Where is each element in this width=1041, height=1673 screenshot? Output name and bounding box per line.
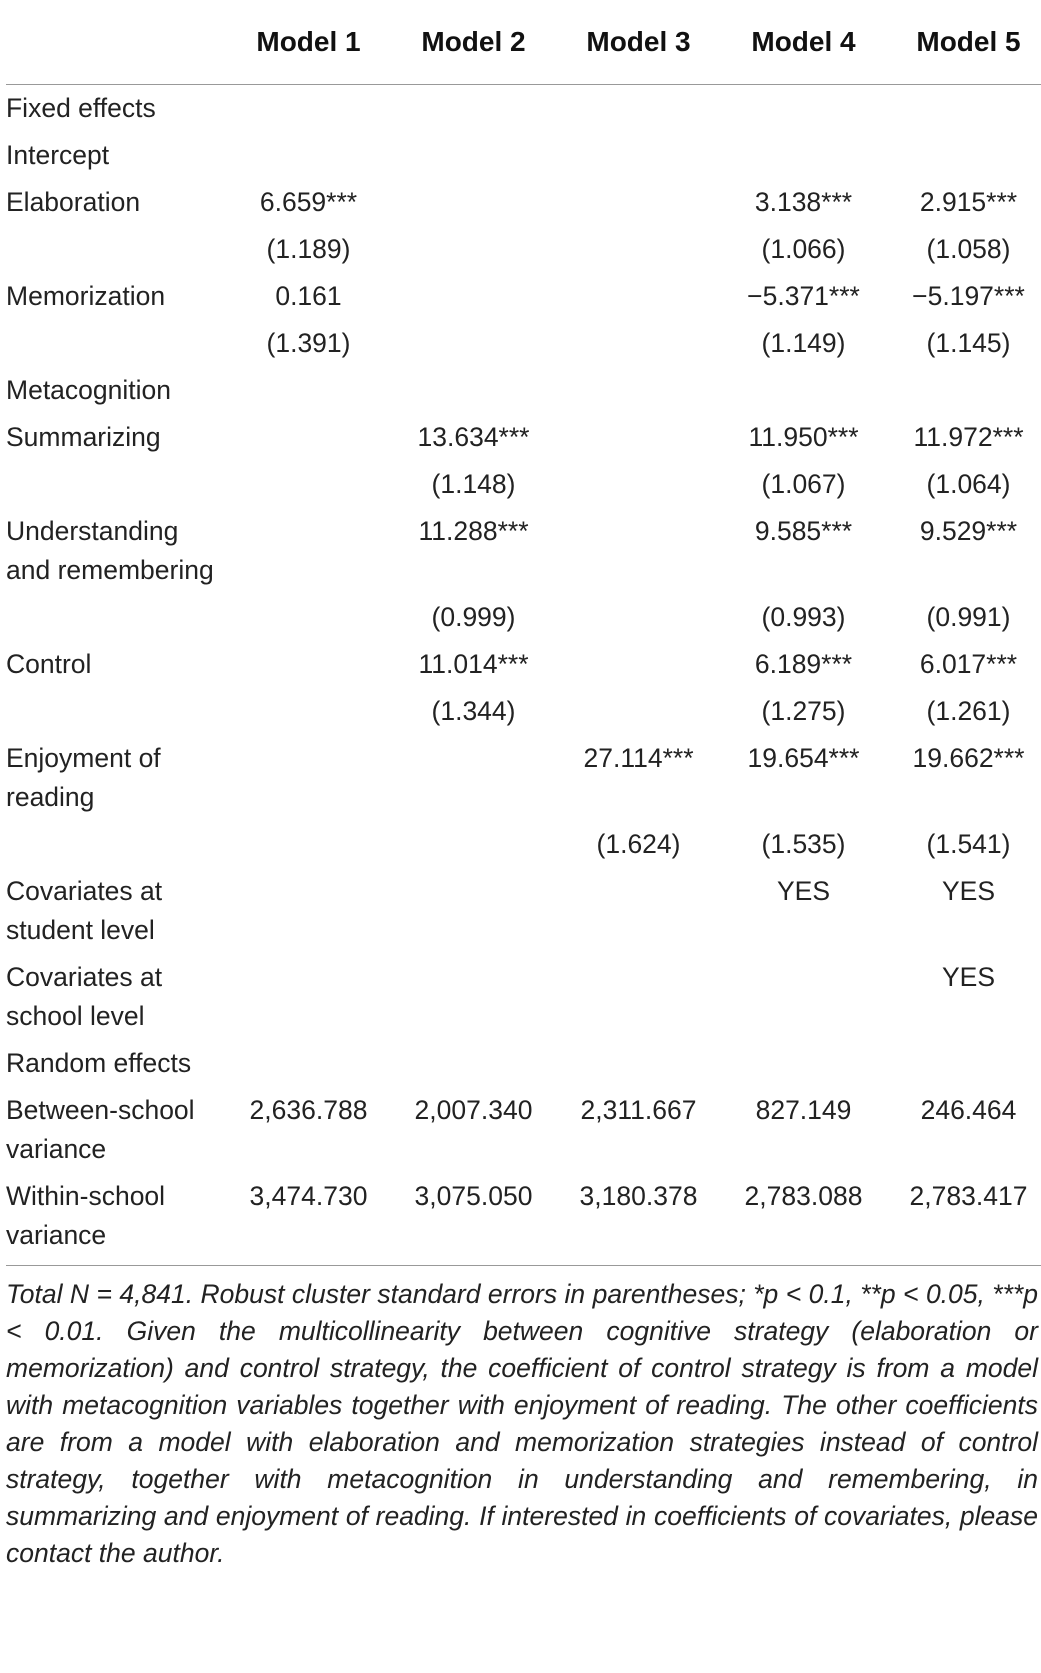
cell-model-5 [886, 132, 1041, 179]
column-header-model-2: Model 2 [421, 25, 526, 57]
cell-model-2 [391, 84, 556, 132]
column-header-model-4: Model 4 [751, 25, 856, 57]
cell-model-4: YES [776, 875, 831, 906]
cell-model-1: 3,474.730 [249, 1180, 368, 1211]
row-label [6, 461, 226, 508]
row-label: Fixed effects [6, 92, 156, 123]
cell-model-2 [391, 1040, 556, 1087]
cell-model-4: (1.535) [761, 828, 846, 859]
cell-model-4: (1.067) [761, 468, 846, 499]
table-row [6, 273, 1041, 320]
cell-model-3 [556, 84, 721, 132]
table-row [6, 367, 1041, 414]
cell-model-1: (1.391) [266, 327, 351, 358]
cell-model-5: (1.145) [926, 327, 1011, 358]
cell-model-3 [556, 688, 721, 735]
cell-model-3 [556, 1040, 721, 1087]
row-label [6, 320, 226, 367]
table-row [6, 1173, 1041, 1266]
cell-model-3 [556, 461, 721, 508]
cell-model-3 [556, 179, 721, 226]
cell-model-3 [556, 954, 721, 1040]
cell-model-1: 2,636.788 [249, 1094, 368, 1125]
cell-model-1 [226, 954, 391, 1040]
table-row [6, 821, 1041, 868]
row-label: Covariates at student level [6, 875, 163, 945]
table-body [6, 84, 1041, 1265]
row-label: Between-school variance [6, 1094, 195, 1164]
row-label: Summarizing [6, 421, 161, 452]
cell-model-4: (1.275) [761, 695, 846, 726]
cell-model-3 [556, 320, 721, 367]
table-row [6, 954, 1041, 1040]
cell-model-3 [556, 367, 721, 414]
cell-model-1 [226, 508, 391, 594]
cell-model-3 [556, 868, 721, 954]
row-label: Random effects [6, 1047, 192, 1078]
cell-model-3 [556, 226, 721, 273]
cell-model-2: 2,007.340 [414, 1094, 533, 1125]
cell-model-2: 13.634*** [417, 421, 530, 452]
cell-model-5: (1.541) [926, 828, 1011, 859]
cell-model-4: 2,783.088 [744, 1180, 863, 1211]
cell-model-3: 3,180.378 [579, 1180, 698, 1211]
cell-model-3 [556, 273, 721, 320]
table-row [6, 868, 1041, 954]
cell-model-4 [721, 84, 886, 132]
cell-model-2 [391, 226, 556, 273]
cell-model-1: 0.161 [275, 280, 342, 311]
cell-model-5: 2.915*** [919, 186, 1018, 217]
cell-model-2 [391, 868, 556, 954]
table-row [6, 735, 1041, 821]
cell-model-5 [886, 367, 1041, 414]
cell-model-2: 11.014*** [418, 648, 529, 679]
table-row [6, 179, 1041, 226]
row-label [6, 821, 226, 868]
cell-model-2 [391, 320, 556, 367]
row-label [6, 226, 226, 273]
row-label: Covariates at school level [6, 961, 163, 1031]
column-header-model-1: Model 1 [256, 25, 361, 57]
cell-model-1 [226, 1040, 391, 1087]
cell-model-5: 6.017*** [919, 648, 1018, 679]
table-row [6, 508, 1041, 594]
column-header-model-3: Model 3 [586, 25, 691, 57]
cell-model-3 [556, 132, 721, 179]
cell-model-1 [226, 735, 391, 821]
row-label: Understanding and remembering [6, 515, 214, 585]
table-row [6, 688, 1041, 735]
cell-model-5: 11.972*** [913, 421, 1024, 452]
cell-model-5: (1.261) [926, 695, 1011, 726]
cell-model-1 [226, 868, 391, 954]
table-row [6, 414, 1041, 461]
regression-table [6, 0, 1041, 1266]
cell-model-2: (0.999) [431, 601, 516, 632]
cell-model-2 [391, 132, 556, 179]
cell-model-3: (1.624) [596, 828, 681, 859]
cell-model-1 [226, 414, 391, 461]
cell-model-1 [226, 132, 391, 179]
cell-model-4: (1.149) [761, 327, 846, 358]
table-header-row [6, 0, 1041, 84]
cell-model-4: 9.585*** [754, 515, 853, 546]
cell-model-1 [226, 367, 391, 414]
cell-model-3 [556, 508, 721, 594]
table-row [6, 594, 1041, 641]
cell-model-4: 827.149 [755, 1094, 852, 1125]
cell-model-2 [391, 821, 556, 868]
cell-model-4: 3.138*** [754, 186, 853, 217]
row-label: Enjoyment of reading [6, 742, 161, 812]
table-row [6, 226, 1041, 273]
table-row [6, 84, 1041, 132]
row-label: Intercept [6, 139, 110, 170]
cell-model-2 [391, 179, 556, 226]
cell-model-4 [721, 1040, 886, 1087]
cell-model-2: 11.288*** [418, 515, 529, 546]
cell-model-4 [721, 132, 886, 179]
cell-model-5: (1.058) [926, 233, 1011, 264]
cell-model-5: 246.464 [920, 1094, 1017, 1125]
cell-model-4 [721, 367, 886, 414]
cell-model-2 [391, 954, 556, 1040]
cell-model-2 [391, 367, 556, 414]
cell-model-4: 19.654*** [747, 742, 860, 773]
row-label: Elaboration [6, 186, 141, 217]
cell-model-2: (1.148) [431, 468, 516, 499]
table-footnote: Total N = 4,841. Robust cluster standard errors in parentheses; *p < 0.1, **p < 0.05, ***p < 0.01. Given the multicollinearity between cognitive strategy (elaboration or memorization) and control strategy, the coefficient of control strategy is from a model with metacognition variables together with enjoyment of reading. The other coefficients are from a model with elaboration and memorization strategies instead of control strategy, together with metacognition in understanding and remembering, in summarizing and enjoyment of reading. If interested in coefficients of covariates, please contact the author. [6, 1278, 1038, 1568]
cell-model-3 [556, 641, 721, 688]
cell-model-3 [556, 594, 721, 641]
table-row [6, 1087, 1041, 1173]
cell-model-5: 9.529*** [919, 515, 1018, 546]
cell-model-1 [226, 594, 391, 641]
cell-model-1: (1.189) [266, 233, 351, 264]
cell-model-1 [226, 84, 391, 132]
cell-model-1 [226, 688, 391, 735]
cell-model-1 [226, 461, 391, 508]
table-row [6, 1040, 1041, 1087]
cell-model-5: −5.197*** [912, 280, 1025, 311]
cell-model-3: 27.114*** [583, 742, 694, 773]
cell-model-4 [721, 954, 886, 1040]
cell-model-5: 2,783.417 [909, 1180, 1028, 1211]
cell-model-5: YES [941, 875, 996, 906]
table-row [6, 132, 1041, 179]
cell-model-1 [226, 821, 391, 868]
cell-model-5: (0.991) [926, 601, 1011, 632]
row-label: Control [6, 648, 92, 679]
cell-model-2: 3,075.050 [414, 1180, 533, 1211]
table-row [6, 641, 1041, 688]
row-label: Within-school variance [6, 1180, 166, 1250]
cell-model-2: (1.344) [431, 695, 516, 726]
cell-model-4: (0.993) [761, 601, 846, 632]
cell-model-1: 6.659*** [259, 186, 358, 217]
row-label: Memorization [6, 280, 166, 311]
cell-model-5: YES [941, 961, 996, 992]
cell-model-3: 2,311.667 [580, 1094, 697, 1125]
cell-model-3 [556, 414, 721, 461]
row-label: Metacognition [6, 374, 171, 405]
table-row [6, 320, 1041, 367]
cell-model-4: −5.371*** [747, 280, 860, 311]
cell-model-4: 6.189*** [754, 648, 853, 679]
cell-model-5 [886, 1040, 1041, 1087]
cell-model-2 [391, 273, 556, 320]
column-header-label [6, 0, 226, 84]
cell-model-1 [226, 641, 391, 688]
cell-model-5: 19.662*** [912, 742, 1025, 773]
cell-model-4: 11.950*** [748, 421, 859, 452]
cell-model-4: (1.066) [761, 233, 846, 264]
row-label [6, 594, 226, 641]
cell-model-5: (1.064) [926, 468, 1011, 499]
column-header-model-5: Model 5 [916, 25, 1021, 57]
row-label [6, 688, 226, 735]
cell-model-2 [391, 735, 556, 821]
table-row [6, 461, 1041, 508]
cell-model-5 [886, 84, 1041, 132]
